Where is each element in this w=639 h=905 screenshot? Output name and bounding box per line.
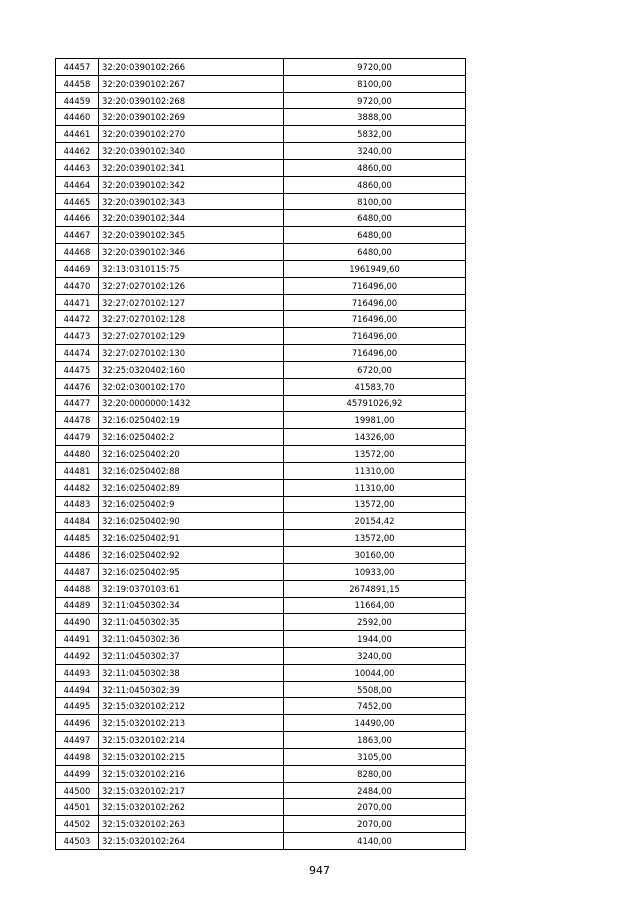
value-cell: 6720,00 (284, 361, 466, 378)
table-row (56, 260, 466, 277)
cadastral-number-cell: 32:16:0250402:2 (99, 429, 284, 446)
cadastral-number-cell: 32:02:0300102:170 (99, 378, 284, 395)
value-cell: 6480,00 (284, 227, 466, 244)
row-number-cell: 44500 (56, 782, 99, 799)
table-row (56, 193, 466, 210)
table-row (56, 109, 466, 126)
row-number-cell: 44496 (56, 715, 99, 732)
cadastral-number-cell: 32:20:0000000:1432 (99, 395, 284, 412)
row-number-cell: 44499 (56, 765, 99, 782)
value-cell: 4140,00 (284, 833, 466, 850)
value-cell: 13572,00 (284, 496, 466, 513)
cadastral-number-cell: 32:20:0390102:346 (99, 244, 284, 261)
cadastral-number-cell: 32:16:0250402:20 (99, 446, 284, 463)
table-row (56, 698, 466, 715)
cadastral-number-cell: 32:15:0320102:215 (99, 748, 284, 765)
row-number-cell: 44483 (56, 496, 99, 513)
row-number-cell: 44493 (56, 664, 99, 681)
row-number-cell: 44489 (56, 597, 99, 614)
table-row (56, 462, 466, 479)
table-row (56, 277, 466, 294)
row-number-cell: 44469 (56, 260, 99, 277)
value-cell: 30160,00 (284, 547, 466, 564)
cadastral-number-cell: 32:27:0270102:126 (99, 277, 284, 294)
row-number-cell: 44460 (56, 109, 99, 126)
value-cell: 2484,00 (284, 782, 466, 799)
cadastral-number-cell: 32:16:0250402:19 (99, 412, 284, 429)
table-row (56, 328, 466, 345)
table-row (56, 159, 466, 176)
cadastral-number-cell: 32:27:0270102:128 (99, 311, 284, 328)
row-number-cell: 44484 (56, 513, 99, 530)
cadastral-number-cell: 32:15:0320102:216 (99, 765, 284, 782)
cadastral-number-cell: 32:20:0390102:341 (99, 159, 284, 176)
cadastral-number-cell: 32:16:0250402:92 (99, 547, 284, 564)
row-number-cell: 44470 (56, 277, 99, 294)
cadastral-number-cell: 32:16:0250402:89 (99, 479, 284, 496)
cadastral-number-cell: 32:15:0320102:213 (99, 715, 284, 732)
row-number-cell: 44476 (56, 378, 99, 395)
cadastral-number-cell: 32:11:0450302:38 (99, 664, 284, 681)
cadastral-number-cell: 32:20:0390102:344 (99, 210, 284, 227)
table-row (56, 580, 466, 597)
row-number-cell: 44502 (56, 816, 99, 833)
cadastral-number-cell: 32:20:0390102:269 (99, 109, 284, 126)
table-row (56, 614, 466, 631)
cadastral-number-cell: 32:20:0390102:266 (99, 59, 284, 76)
cadastral-number-cell: 32:20:0390102:267 (99, 75, 284, 92)
value-cell: 716496,00 (284, 277, 466, 294)
row-number-cell: 44458 (56, 75, 99, 92)
row-number-cell: 44466 (56, 210, 99, 227)
table-row (56, 597, 466, 614)
value-cell: 3240,00 (284, 143, 466, 160)
cadastral-number-cell: 32:15:0320102:263 (99, 816, 284, 833)
row-number-cell: 44477 (56, 395, 99, 412)
table-row (56, 530, 466, 547)
cadastral-number-cell: 32:25:0320402:160 (99, 361, 284, 378)
table-row (56, 547, 466, 564)
row-number-cell: 44465 (56, 193, 99, 210)
page-number: 947 (309, 864, 330, 877)
row-number-cell: 44461 (56, 126, 99, 143)
table-row (56, 227, 466, 244)
value-cell: 1944,00 (284, 631, 466, 648)
row-number-cell: 44468 (56, 244, 99, 261)
value-cell: 3888,00 (284, 109, 466, 126)
value-cell: 7452,00 (284, 698, 466, 715)
value-cell: 8280,00 (284, 765, 466, 782)
cadastral-number-cell: 32:15:0320102:214 (99, 732, 284, 749)
value-cell: 6480,00 (284, 244, 466, 261)
row-number-cell: 44474 (56, 345, 99, 362)
value-cell: 10044,00 (284, 664, 466, 681)
table-row (56, 311, 466, 328)
value-cell: 11310,00 (284, 462, 466, 479)
value-cell: 2592,00 (284, 614, 466, 631)
row-number-cell: 44503 (56, 833, 99, 850)
cadastral-number-cell: 32:27:0270102:130 (99, 345, 284, 362)
row-number-cell: 44459 (56, 92, 99, 109)
row-number-cell: 44498 (56, 748, 99, 765)
table-row (56, 765, 466, 782)
row-number-cell: 44463 (56, 159, 99, 176)
table-row (56, 496, 466, 513)
cadastral-number-cell: 32:27:0270102:129 (99, 328, 284, 345)
row-number-cell: 44472 (56, 311, 99, 328)
table-row (56, 412, 466, 429)
table-row (56, 513, 466, 530)
value-cell: 8100,00 (284, 75, 466, 92)
value-cell: 6480,00 (284, 210, 466, 227)
row-number-cell: 44495 (56, 698, 99, 715)
row-number-cell: 44475 (56, 361, 99, 378)
table-row (56, 294, 466, 311)
value-cell: 45791026,92 (284, 395, 466, 412)
cadastral-number-cell: 32:16:0250402:90 (99, 513, 284, 530)
value-cell: 11664,00 (284, 597, 466, 614)
table-row (56, 715, 466, 732)
table-row (56, 681, 466, 698)
table-row (56, 816, 466, 833)
table-row (56, 92, 466, 109)
cadastral-number-cell: 32:19:0370103:61 (99, 580, 284, 597)
row-number-cell: 44457 (56, 59, 99, 76)
value-cell: 716496,00 (284, 294, 466, 311)
value-cell: 14326,00 (284, 429, 466, 446)
row-number-cell: 44486 (56, 547, 99, 564)
value-cell: 13572,00 (284, 530, 466, 547)
value-cell: 20154,42 (284, 513, 466, 530)
row-number-cell: 44467 (56, 227, 99, 244)
value-cell: 2070,00 (284, 816, 466, 833)
table-row (56, 361, 466, 378)
table-row (56, 748, 466, 765)
cadastral-number-cell: 32:11:0450302:36 (99, 631, 284, 648)
cadastral-number-cell: 32:27:0270102:127 (99, 294, 284, 311)
table-row (56, 732, 466, 749)
table-row (56, 446, 466, 463)
table-row (56, 176, 466, 193)
cadastral-number-cell: 32:20:0390102:270 (99, 126, 284, 143)
value-cell: 9720,00 (284, 92, 466, 109)
row-number-cell: 44494 (56, 681, 99, 698)
row-number-cell: 44492 (56, 647, 99, 664)
table-row (56, 59, 466, 76)
cadastral-number-cell: 32:11:0450302:37 (99, 647, 284, 664)
row-number-cell: 44473 (56, 328, 99, 345)
value-cell: 3105,00 (284, 748, 466, 765)
cadastral-number-cell: 32:20:0390102:340 (99, 143, 284, 160)
value-cell: 4860,00 (284, 159, 466, 176)
value-cell: 4860,00 (284, 176, 466, 193)
row-number-cell: 44471 (56, 294, 99, 311)
row-number-cell: 44491 (56, 631, 99, 648)
registry-table (55, 58, 466, 850)
table-row (56, 75, 466, 92)
value-cell: 2674891,15 (284, 580, 466, 597)
cadastral-number-cell: 32:16:0250402:91 (99, 530, 284, 547)
cadastral-number-cell: 32:15:0320102:217 (99, 782, 284, 799)
cadastral-number-cell: 32:20:0390102:345 (99, 227, 284, 244)
value-cell: 5832,00 (284, 126, 466, 143)
cadastral-number-cell: 32:16:0250402:88 (99, 462, 284, 479)
value-cell: 716496,00 (284, 345, 466, 362)
table-body (56, 59, 466, 850)
row-number-cell: 44479 (56, 429, 99, 446)
cadastral-number-cell: 32:11:0450302:39 (99, 681, 284, 698)
table-row (56, 429, 466, 446)
cadastral-number-cell: 32:20:0390102:343 (99, 193, 284, 210)
value-cell: 11310,00 (284, 479, 466, 496)
table-row (56, 631, 466, 648)
table-row (56, 210, 466, 227)
table-row (56, 664, 466, 681)
cadastral-number-cell: 32:16:0250402:9 (99, 496, 284, 513)
row-number-cell: 44487 (56, 563, 99, 580)
table-row (56, 833, 466, 850)
value-cell: 13572,00 (284, 446, 466, 463)
value-cell: 1961949,60 (284, 260, 466, 277)
row-number-cell: 44501 (56, 799, 99, 816)
cadastral-number-cell: 32:15:0320102:264 (99, 833, 284, 850)
cadastral-number-cell: 32:15:0320102:212 (99, 698, 284, 715)
value-cell: 716496,00 (284, 328, 466, 345)
table-row (56, 563, 466, 580)
table-row (56, 244, 466, 261)
table-row (56, 647, 466, 664)
value-cell: 1863,00 (284, 732, 466, 749)
row-number-cell: 44480 (56, 446, 99, 463)
table-row (56, 345, 466, 362)
cadastral-number-cell: 32:20:0390102:268 (99, 92, 284, 109)
value-cell: 8100,00 (284, 193, 466, 210)
value-cell: 10933,00 (284, 563, 466, 580)
row-number-cell: 44490 (56, 614, 99, 631)
value-cell: 19981,00 (284, 412, 466, 429)
row-number-cell: 44481 (56, 462, 99, 479)
value-cell: 2070,00 (284, 799, 466, 816)
row-number-cell: 44488 (56, 580, 99, 597)
row-number-cell: 44462 (56, 143, 99, 160)
cadastral-number-cell: 32:11:0450302:34 (99, 597, 284, 614)
value-cell: 14490,00 (284, 715, 466, 732)
value-cell: 3240,00 (284, 647, 466, 664)
table-row (56, 479, 466, 496)
table-row (56, 782, 466, 799)
table-row (56, 143, 466, 160)
cadastral-number-cell: 32:15:0320102:262 (99, 799, 284, 816)
value-cell: 716496,00 (284, 311, 466, 328)
table-row (56, 799, 466, 816)
row-number-cell: 44485 (56, 530, 99, 547)
table-row (56, 395, 466, 412)
row-number-cell: 44464 (56, 176, 99, 193)
value-cell: 5508,00 (284, 681, 466, 698)
cadastral-number-cell: 32:20:0390102:342 (99, 176, 284, 193)
table-row (56, 126, 466, 143)
table-row (56, 378, 466, 395)
row-number-cell: 44482 (56, 479, 99, 496)
cadastral-number-cell: 32:11:0450302:35 (99, 614, 284, 631)
value-cell: 41583,70 (284, 378, 466, 395)
cadastral-number-cell: 32:16:0250402:95 (99, 563, 284, 580)
row-number-cell: 44497 (56, 732, 99, 749)
value-cell: 9720,00 (284, 59, 466, 76)
cadastral-number-cell: 32:13:0310115:75 (99, 260, 284, 277)
row-number-cell: 44478 (56, 412, 99, 429)
